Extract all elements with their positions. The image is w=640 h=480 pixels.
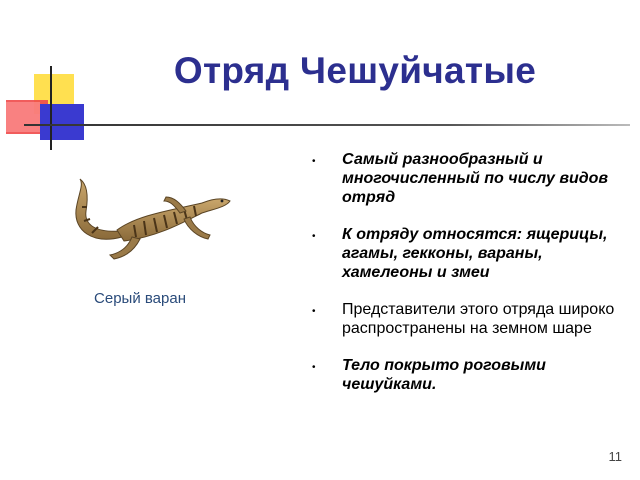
bullet-icon: • — [312, 306, 316, 317]
title-underline — [24, 124, 630, 126]
bullet-icon: • — [312, 362, 316, 373]
bullet-item — [312, 225, 622, 282]
bullet-text: К отряду относятся: ящерицы, агамы, гекконы, вараны, хамелеоны и змеи — [342, 226, 608, 281]
bullet-text: Представители этого отряда широко распространены на земном шаре — [342, 301, 615, 337]
slide-title: Отряд Чешуйчатые — [173, 50, 537, 91]
bullet-text: Самый разнообразный и многочисленный по числу видов отряд — [342, 151, 609, 206]
image-caption: Серый варан — [94, 290, 186, 307]
bullet-list — [312, 150, 622, 412]
decor-blue-square — [40, 104, 84, 140]
bullet-item — [312, 150, 622, 207]
decor-vertical-line — [50, 66, 52, 150]
bullet-text: Тело покрыто роговыми чешуйками. — [342, 357, 546, 393]
bullet-item — [312, 356, 622, 394]
monitor-lizard-image — [62, 175, 237, 275]
page-number: 11 — [608, 449, 622, 464]
decor-pink-square — [6, 102, 40, 132]
bullet-item — [312, 300, 622, 338]
bullet-icon: • — [312, 156, 316, 167]
bullet-icon: • — [312, 231, 316, 242]
